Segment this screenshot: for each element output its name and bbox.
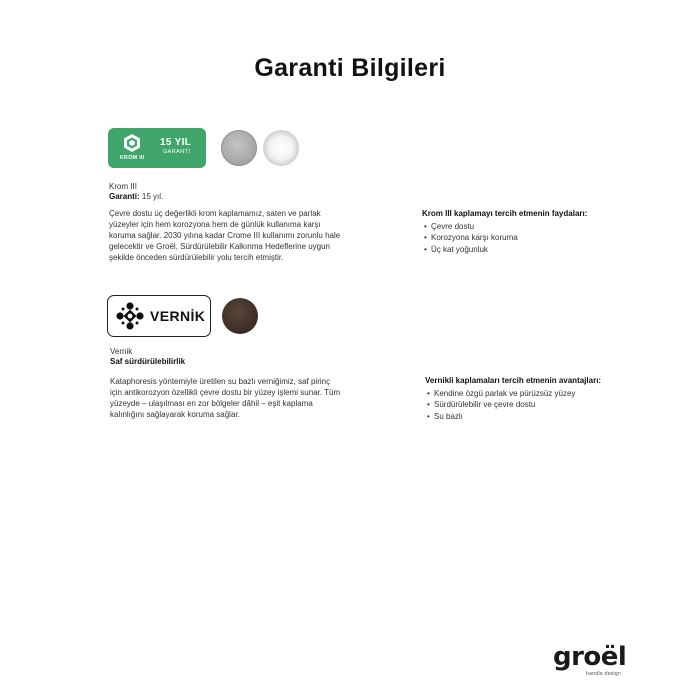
krom-badge-label: KROM III bbox=[119, 155, 145, 161]
hexagon-shield-icon bbox=[122, 133, 142, 153]
page-title: Garanti Bilgileri bbox=[254, 54, 446, 82]
benefit-item: • Su bazlı bbox=[425, 411, 601, 423]
krom-benefits-title: Krom III kaplamayı tercih etmenin faydaları: bbox=[422, 209, 588, 218]
brand-name: groël bbox=[553, 642, 627, 672]
vernik-description-line: Kataphoresis yöntemiyle üretilen su bazlı verniğimiz, saf pirinç bbox=[110, 377, 331, 386]
krom-benefits bbox=[422, 208, 587, 255]
warranty-value: 15 yıl. bbox=[139, 192, 164, 201]
polished-chrome-swatch bbox=[263, 130, 299, 166]
vernik-benefits-title: Vernikli kaplamaları tercih etmenin avantajları: bbox=[425, 376, 602, 385]
krom-name: Krom III bbox=[109, 182, 138, 191]
benefit-item: • Çevre dostu bbox=[422, 221, 587, 233]
krom-warranty-line bbox=[109, 192, 163, 201]
krom-description-line: yüzeyler için hem korozyona hem de günlük kullanıma karşı bbox=[109, 220, 321, 229]
vernik-description bbox=[110, 376, 340, 420]
krom-description-line: koruma sağlar. 2030 yılına kadar Crome III kullanımı zorunlu hale bbox=[109, 231, 341, 240]
bronze-varnish-swatch bbox=[222, 298, 258, 334]
vernik-badge-label: VERNİK bbox=[150, 308, 206, 324]
warranty-years: 15 YIL bbox=[160, 137, 192, 148]
benefit-item: • Üç kat yoğunluk bbox=[422, 244, 587, 256]
vernik-description-line: yüzeyde – ulaşılması en zor bölgeler dâhil – eşit kaplama bbox=[110, 399, 313, 408]
vernik-description-line: kalınlığını sağlayarak koruma sağlar. bbox=[110, 410, 240, 419]
vernik-badge bbox=[107, 295, 211, 337]
krom-warranty-badge bbox=[108, 128, 206, 168]
krom-description-line: Çevre dostu üç değerlikli krom kaplamamız, saten ve parlak bbox=[109, 209, 321, 218]
krom-description bbox=[109, 208, 340, 263]
vernik-subtitle: Saf sürdürülebilirlik bbox=[110, 357, 186, 366]
benefit-item: • Sürdürülebilir ve çevre dostu bbox=[425, 399, 601, 411]
satin-chrome-swatch bbox=[221, 130, 257, 166]
vernik-benefits bbox=[425, 375, 601, 422]
warranty-word: GARANTİ bbox=[163, 149, 191, 155]
molecule-icon bbox=[116, 302, 144, 330]
vernik-name: Vernik bbox=[110, 347, 133, 356]
brand-logo bbox=[553, 642, 627, 677]
krom-description-line: gelecektir ve Groël, Sürdürülebilir Kalkınma Hedeflerine uygun bbox=[109, 242, 330, 251]
vernik-description-line: için antikorozyon özellikli çevre dostu bir yüzey işlemi sunar. Tüm bbox=[110, 388, 341, 397]
krom-description-line: şekilde önceden sürdürülebilir yolu tercih etmiştir. bbox=[109, 253, 284, 262]
brand-tagline: handle design bbox=[585, 671, 621, 677]
warranty-label: Garanti: bbox=[109, 192, 140, 201]
benefit-item: • Korozyona karşı koruma bbox=[422, 232, 587, 244]
benefit-item: • Kendine özgü parlak ve pürüzsüz yüzey bbox=[425, 388, 601, 400]
